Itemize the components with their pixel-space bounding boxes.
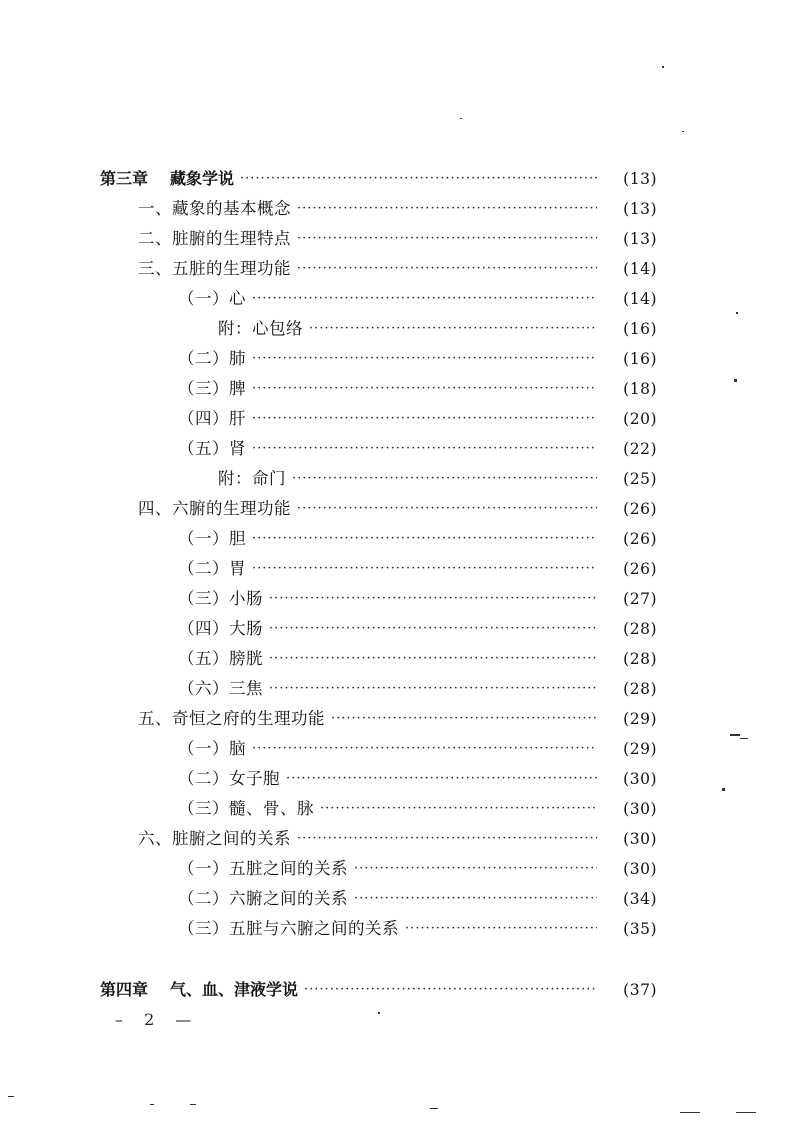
toc-page-number: (13)	[623, 200, 657, 218]
toc-entry	[178, 377, 657, 401]
toc-page-number: (26)	[623, 530, 657, 548]
toc-entry	[218, 467, 657, 491]
dot-leader	[269, 617, 597, 641]
dot-leader	[297, 827, 597, 851]
toc-page-number: (29)	[623, 740, 657, 758]
dot-leader	[309, 317, 597, 341]
toc-label: （一）胆	[178, 529, 246, 548]
toc-entry	[178, 347, 657, 371]
toc-chapter	[100, 167, 657, 191]
toc-label: （六）三焦	[178, 679, 263, 698]
dot-leader	[240, 167, 597, 191]
toc-page-number: (28)	[623, 620, 657, 638]
scan-speck	[8, 1096, 14, 1097]
toc-page-number: (35)	[623, 920, 657, 938]
toc-page-number: (30)	[623, 830, 657, 848]
chapter-title: 藏象学说	[170, 169, 235, 188]
toc-entry	[138, 707, 657, 731]
dot-leader	[405, 917, 597, 941]
toc-label: （三）五脏与六腑之间的关系	[178, 919, 399, 938]
dot-leader	[292, 467, 597, 491]
toc-entry	[178, 647, 657, 671]
toc-entry	[178, 767, 657, 791]
toc-page-number: (30)	[623, 770, 657, 788]
toc-entry	[178, 917, 657, 941]
dot-leader	[304, 978, 597, 1002]
dot-leader	[297, 197, 597, 221]
dot-leader	[252, 287, 597, 311]
toc-label: （三）髓、骨、脉	[178, 799, 314, 818]
toc-label: 第四章 气、血、津液学说	[100, 980, 299, 999]
toc-entry	[178, 287, 657, 311]
toc-page-number: (26)	[623, 560, 657, 578]
toc-label: 四、六腑的生理功能	[138, 499, 291, 518]
toc-label: 附：心包络	[218, 319, 303, 338]
toc-entry	[138, 827, 657, 851]
toc-label: （二）胃	[178, 559, 246, 578]
toc-entry	[178, 407, 657, 431]
dot-leader	[269, 647, 597, 671]
toc-label: （四）大肠	[178, 619, 263, 638]
toc-entry	[138, 227, 657, 251]
toc-entry	[178, 677, 657, 701]
toc-label: （二）六腑之间的关系	[178, 889, 348, 908]
toc-entry	[178, 857, 657, 881]
dot-leader	[269, 677, 597, 701]
toc-page-number: (30)	[623, 800, 657, 818]
toc-page-number: (14)	[623, 290, 657, 308]
dot-leader	[354, 857, 597, 881]
scan-speck	[722, 788, 725, 791]
dot-leader	[252, 377, 597, 401]
toc-label: 六、脏腑之间的关系	[138, 829, 291, 848]
toc-page-number: (16)	[623, 350, 657, 368]
chapter-title: 气、血、津液学说	[170, 980, 299, 999]
dot-leader	[252, 557, 597, 581]
toc-page-number: (16)	[623, 320, 657, 338]
dot-leader	[354, 887, 597, 911]
dot-leader	[269, 587, 597, 611]
toc-page-number: (13)	[623, 230, 657, 248]
toc-label: （四）肝	[178, 409, 246, 428]
toc-page-number: (30)	[623, 860, 657, 878]
toc-label: （一）心	[178, 289, 246, 308]
toc-entry	[178, 797, 657, 821]
dot-leader	[252, 527, 597, 551]
toc-page-number: (13)	[623, 170, 657, 188]
toc-label: （一）五脏之间的关系	[178, 859, 348, 878]
dot-leader	[252, 437, 597, 461]
toc-page-number: (27)	[623, 590, 657, 608]
toc-entry	[178, 617, 657, 641]
toc-label: （五）膀胱	[178, 649, 263, 668]
dot-leader	[297, 227, 597, 251]
dot-leader	[252, 737, 597, 761]
toc-label: 一、藏象的基本概念	[138, 199, 291, 218]
toc-page-number: (25)	[623, 470, 657, 488]
toc-page-number: (37)	[623, 981, 657, 999]
toc-label: 第三章 藏象学说	[100, 169, 235, 188]
dot-leader	[297, 497, 597, 521]
toc-entry	[218, 317, 657, 341]
toc-label: 二、脏腑的生理特点	[138, 229, 291, 248]
scan-speck	[662, 66, 664, 68]
dot-leader	[252, 407, 597, 431]
scan-speck	[682, 131, 684, 132]
toc-label: （二）肺	[178, 349, 246, 368]
toc-entry	[178, 557, 657, 581]
dot-leader	[252, 347, 597, 371]
toc-page-number: (22)	[623, 440, 657, 458]
scan-speck	[740, 738, 748, 739]
scan-speck	[190, 1104, 196, 1105]
scan-speck	[378, 1012, 380, 1014]
toc-label: （二）女子胞	[178, 769, 280, 788]
toc-label: 三、五脏的生理功能	[138, 259, 291, 278]
dot-leader	[320, 797, 597, 821]
toc-entry	[178, 527, 657, 551]
scan-speck	[734, 379, 737, 382]
dot-leader	[297, 257, 597, 281]
scan-speck	[736, 312, 738, 314]
toc-page-number: (20)	[623, 410, 657, 428]
toc-label: 附：命门	[218, 469, 286, 488]
toc-entry	[138, 197, 657, 221]
toc-label: （三）脾	[178, 379, 246, 398]
scan-speck	[150, 1104, 154, 1105]
toc-entry	[138, 497, 657, 521]
dot-leader	[286, 767, 597, 791]
scan-speck	[730, 734, 740, 736]
toc-label: （三）小肠	[178, 589, 263, 608]
toc-chapter	[100, 978, 657, 1002]
dot-leader	[331, 707, 597, 731]
scan-speck	[680, 1112, 700, 1113]
toc-entry	[178, 737, 657, 761]
toc-entry	[178, 587, 657, 611]
toc-label: 五、奇恒之府的生理功能	[138, 709, 325, 728]
toc-page-number: (28)	[623, 650, 657, 668]
toc-label: （五）肾	[178, 439, 246, 458]
toc-label: （一）脑	[178, 739, 246, 758]
toc-page-number: (18)	[623, 380, 657, 398]
scan-speck	[736, 1112, 756, 1113]
toc-page-number: (29)	[623, 710, 657, 728]
toc-entry	[178, 437, 657, 461]
toc-page-number: (26)	[623, 500, 657, 518]
toc-entry	[178, 887, 657, 911]
scan-speck	[430, 1108, 438, 1109]
toc-page-number: (28)	[623, 680, 657, 698]
scan-speck	[460, 118, 462, 119]
toc-page-number: (14)	[623, 260, 657, 278]
toc-entry	[138, 257, 657, 281]
toc-page-number: (34)	[623, 890, 657, 908]
page-number: – 2 —	[115, 1010, 200, 1029]
